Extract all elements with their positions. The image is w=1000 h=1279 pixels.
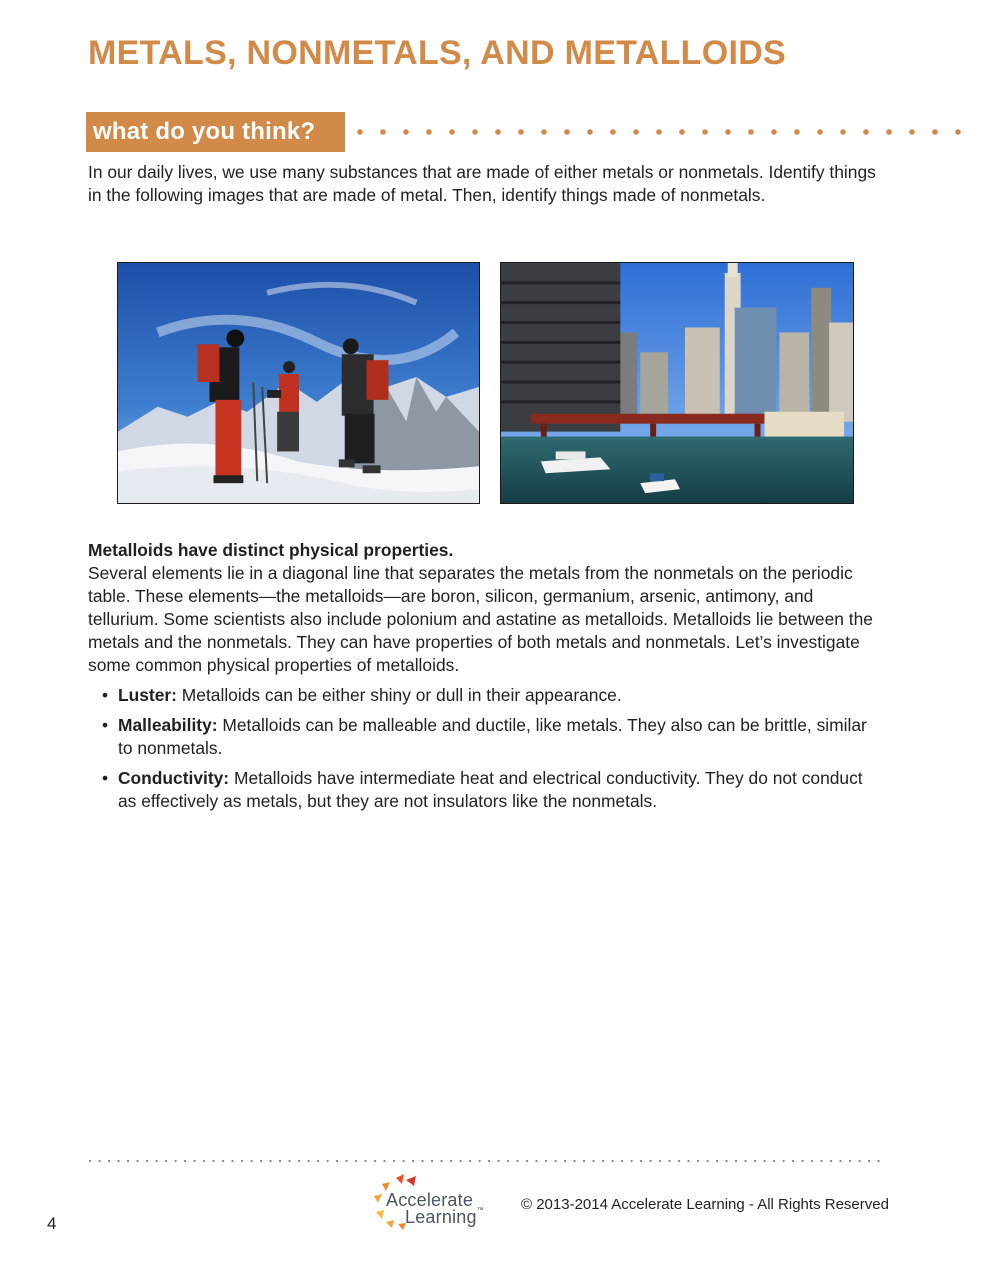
bullet-mark: • (102, 715, 109, 735)
property-term: Luster: (118, 685, 177, 705)
copyright-notice: © 2013-2014 Accelerate Learning - All Rights Reserved (521, 1196, 889, 1213)
bullet-mark: • (102, 768, 109, 788)
trademark-mark: ™ (476, 1207, 484, 1214)
metalloids-heading: Metalloids have distinct physical properties. (88, 540, 454, 560)
property-description: Metalloids have intermediate heat and electrical conductivity. They do not conduct as effectively as metals, but they are not insulators like the nonmetals. (118, 768, 863, 811)
metalloids-paragraph: Several elements lie in a diagonal line that separates the metals from the nonmetals on the periodic table. These elements—the metalloids—are boron, silicon, germanium, arsenic, antimony, and tellurium. Some scientists also include polonium and astatine as metalloids. Metalloids lie between the metals and the nonmetals. They can have properties of both metals and nonmetals. Let’s investigate some common physical properties of metalloids. (88, 563, 873, 675)
list-item (100, 684, 880, 707)
city-river-photo (500, 262, 854, 504)
properties-list (100, 684, 880, 820)
property-term: Conductivity: (118, 768, 230, 788)
page-number: 4 (47, 1214, 57, 1233)
dot-leader-divider (356, 128, 970, 136)
intro-paragraph: In our daily lives, we use many substances that are made of either metals or nonmetals. Identify things in the following images that are made of metal. Then, identify things made of nonmetals. (88, 162, 876, 205)
property-description: Metalloids can be malleable and ductile, like metals. They also can be brittle, similar to nonmetals. (118, 715, 867, 758)
logo-wordmark-text: Learning (405, 1207, 477, 1227)
property-description: Metalloids can be either shiny or dull in their appearance. (181, 685, 622, 705)
bullet-mark: • (102, 685, 109, 705)
logo-wordmark-line2 (405, 1207, 484, 1228)
list-item (100, 714, 880, 760)
hikers-snow-photo (117, 262, 480, 504)
logo-wordmark-line1: Accelerate (386, 1190, 474, 1210)
section-header (86, 112, 886, 152)
property-term: Malleability: (118, 715, 218, 735)
footer-dot-divider (88, 1158, 884, 1164)
page-title: METALS, NONMETALS, AND METALLOIDS (88, 34, 787, 72)
list-item (100, 767, 880, 813)
section-tag: what do you think? (86, 112, 345, 152)
